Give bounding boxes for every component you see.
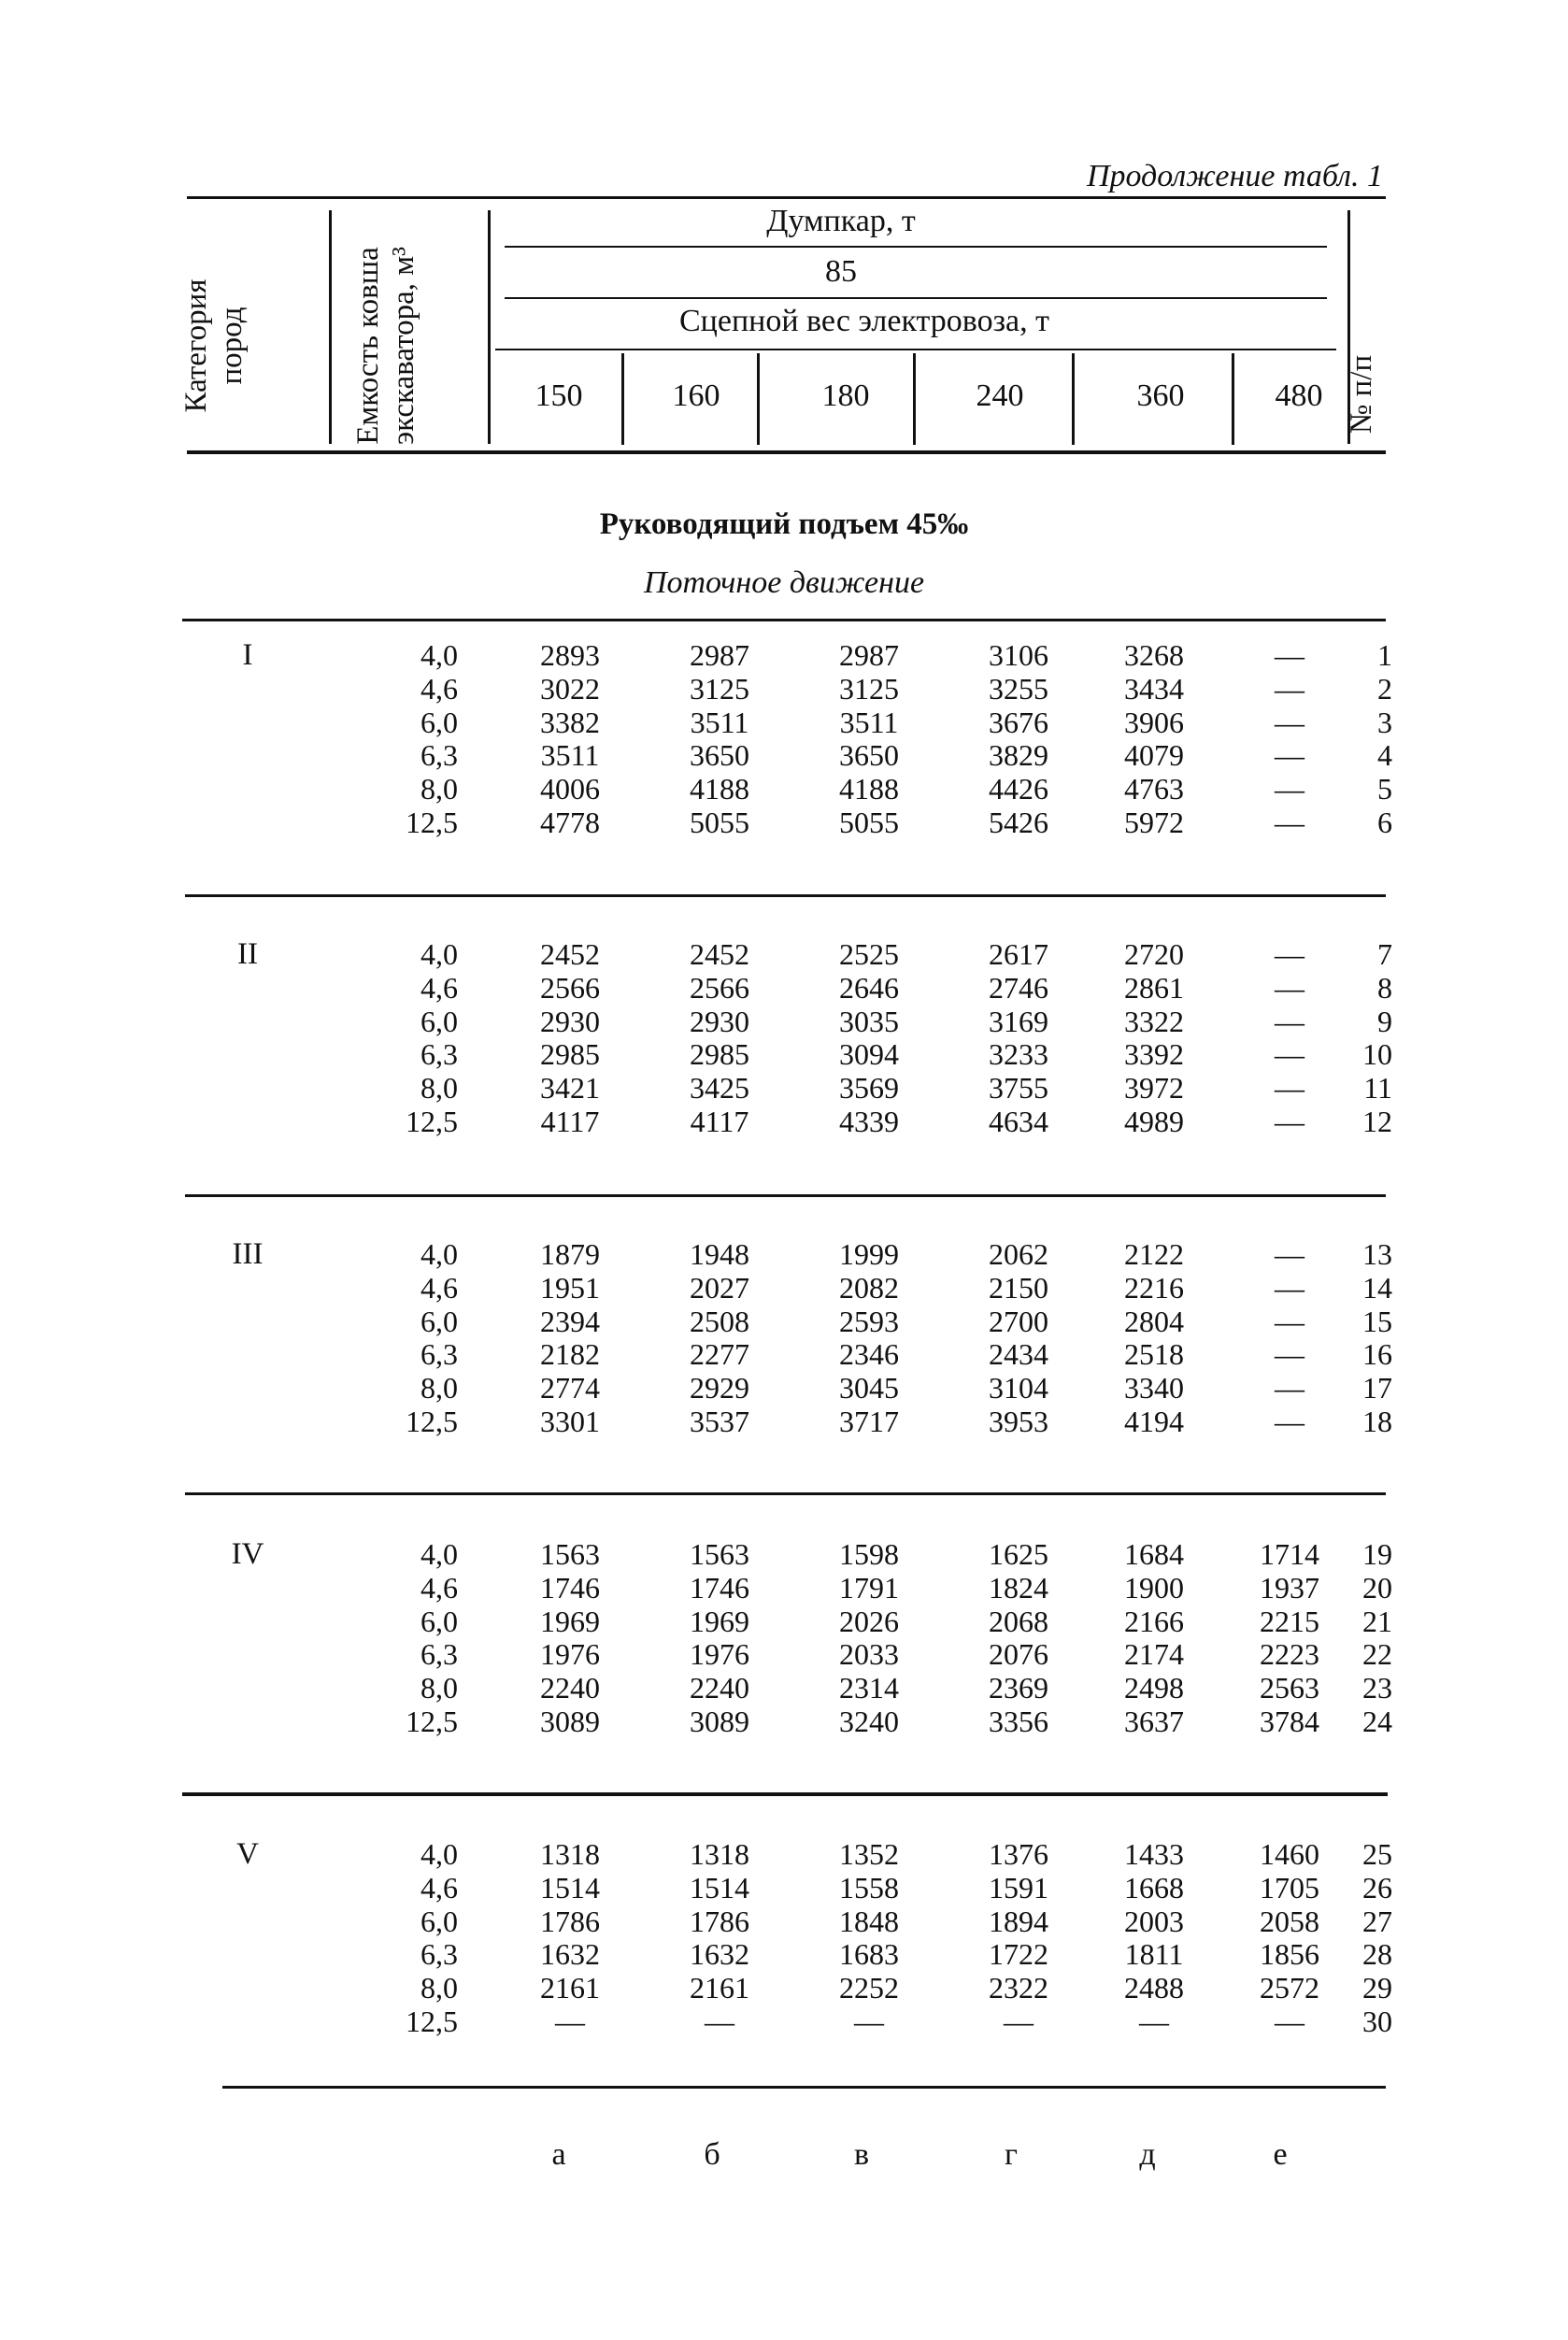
value-cell: 3511 (540, 738, 600, 773)
value-cell: 2861 (1124, 970, 1184, 1005)
value-cell: 4339 (839, 1105, 899, 1138)
value-cell: 2593 (839, 1304, 899, 1338)
section-rule (182, 619, 1386, 621)
value-cell: 1969 (690, 1604, 749, 1638)
value-cell: 3045 (839, 1371, 899, 1405)
group-rule-1 (185, 894, 1386, 897)
row-number-cell: 25 (1362, 1837, 1392, 1871)
value-cell: 1632 (690, 1937, 749, 1972)
value-cell: 2026 (839, 1604, 899, 1638)
value-cell: 4989 (1124, 1105, 1184, 1138)
value-cell: 2518 (1124, 1337, 1184, 1372)
value-cell: 1460 (1260, 1837, 1319, 1871)
value-cell: 3233 (989, 1037, 1048, 1072)
value-cell: 1786 (690, 1904, 749, 1938)
bucket-cell: 8,0 (421, 1671, 458, 1705)
footer-letter-d: д (1139, 2137, 1156, 2172)
value-cell: 2240 (690, 1671, 749, 1705)
row-number-cell: 4 (1377, 738, 1392, 773)
category-label: III (232, 1237, 264, 1271)
value-cell: 1824 (989, 1570, 1048, 1605)
bucket-cell: 6,3 (421, 1337, 458, 1372)
value-cell: 3255 (989, 671, 1048, 706)
value-cell: 2033 (839, 1637, 899, 1672)
value-cell: 3301 (540, 1405, 600, 1438)
value-cell: 1879 (540, 1237, 600, 1271)
value-cell: 2804 (1124, 1304, 1184, 1338)
value-cell: 1591 (989, 1870, 1048, 1905)
value-cell: — (1275, 970, 1304, 1005)
row-number-cell: 1 (1377, 638, 1392, 672)
value-cell: 4634 (989, 1105, 1048, 1138)
bucket-cell: 4,0 (421, 638, 458, 672)
value-cell: 1856 (1260, 1937, 1319, 1972)
value-cell: 1714 (1260, 1537, 1319, 1571)
row-number-cell: 5 (1377, 772, 1392, 806)
value-cell: 2929 (690, 1371, 749, 1405)
value-cell: 2746 (989, 970, 1048, 1005)
weight-sep-5 (1232, 353, 1234, 445)
section-subtitle: Поточное движение (643, 565, 925, 600)
value-cell: 1791 (839, 1570, 899, 1605)
row-number-cell: 23 (1362, 1671, 1392, 1705)
group-rule-2 (185, 1194, 1386, 1197)
value-cell: 2508 (690, 1304, 749, 1338)
value-cell: 1376 (989, 1837, 1048, 1871)
header-top-rule (187, 196, 1386, 199)
value-cell: 4117 (540, 1105, 600, 1138)
value-cell: — (1275, 1071, 1304, 1106)
bucket-cell: 8,0 (421, 1371, 458, 1405)
value-cell: 4778 (540, 806, 600, 839)
value-cell: 4194 (1124, 1405, 1184, 1438)
bucket-cell: 8,0 (421, 772, 458, 806)
row-number-cell: 9 (1377, 1004, 1392, 1038)
header-number: № п/п (1345, 354, 1378, 435)
header-weight-360: 360 (1136, 378, 1185, 413)
value-cell: 3906 (1124, 705, 1184, 739)
value-cell: 2720 (1124, 937, 1184, 971)
value-cell: 3089 (540, 1705, 600, 1738)
value-cell: 2166 (1124, 1604, 1184, 1638)
value-cell: 2027 (690, 1270, 749, 1305)
footer-letter-g: г (1005, 2137, 1018, 2172)
header-85-rule (505, 297, 1327, 299)
value-cell: 1318 (540, 1837, 600, 1871)
value-cell: 2563 (1260, 1671, 1319, 1705)
value-cell: 1684 (1124, 1537, 1184, 1571)
header-dumpcar: Думпкар, т (766, 204, 916, 238)
value-cell: — (1275, 806, 1304, 839)
value-cell: 5055 (839, 806, 899, 839)
value-cell: — (1275, 1105, 1304, 1138)
weight-sep-1 (621, 353, 624, 445)
row-number-cell: 16 (1362, 1337, 1392, 1372)
row-number-cell: 26 (1362, 1870, 1392, 1905)
value-cell: — (1275, 1037, 1304, 1072)
value-cell: 1900 (1124, 1570, 1184, 1605)
value-cell: 2003 (1124, 1904, 1184, 1938)
value-cell: 3094 (839, 1037, 899, 1072)
value-cell: 1668 (1124, 1870, 1184, 1905)
section-title: Руководящий подъем 45‰ (599, 507, 969, 541)
value-cell: 2525 (839, 937, 899, 971)
value-cell: 3022 (540, 671, 600, 706)
value-cell: 5426 (989, 806, 1048, 839)
value-cell: 1786 (540, 1904, 600, 1938)
row-number-cell: 15 (1362, 1304, 1392, 1338)
header-bucket: Емкость ковша экскаватора, м³ (351, 246, 421, 446)
value-cell: 3268 (1124, 638, 1184, 672)
value-cell: 1318 (690, 1837, 749, 1871)
value-cell: — (1275, 738, 1304, 773)
header-weight-240: 240 (976, 378, 1024, 413)
header-weight-180: 180 (821, 378, 870, 413)
value-cell: 3650 (839, 738, 899, 773)
bucket-cell: 4,6 (421, 1270, 458, 1305)
bucket-cell: 4,6 (421, 970, 458, 1005)
value-cell: 1514 (540, 1870, 600, 1905)
value-cell: 2174 (1124, 1637, 1184, 1672)
value-cell: 4763 (1124, 772, 1184, 806)
row-number-cell: 29 (1362, 1971, 1392, 2005)
value-cell: 2394 (540, 1304, 600, 1338)
value-cell: 1746 (690, 1570, 749, 1605)
value-cell: 1999 (839, 1237, 899, 1271)
category-label: V (236, 1837, 259, 1871)
header-category: Категория пород (179, 278, 249, 413)
value-cell: 2223 (1260, 1637, 1319, 1672)
value-cell: 2182 (540, 1337, 600, 1372)
header-vrule-1 (329, 210, 332, 444)
row-number-cell: 24 (1362, 1705, 1392, 1738)
value-cell: 1976 (690, 1637, 749, 1672)
group-rule-3 (185, 1492, 1386, 1495)
value-cell: 2987 (690, 638, 749, 672)
value-cell: 2216 (1124, 1270, 1184, 1305)
row-number-cell: 8 (1377, 970, 1392, 1005)
row-number-cell: 11 (1363, 1071, 1392, 1106)
value-cell: 3784 (1260, 1705, 1319, 1738)
value-cell: 2240 (540, 1671, 600, 1705)
row-number-cell: 28 (1362, 1937, 1392, 1972)
value-cell: 2062 (989, 1237, 1048, 1271)
header-weight: Сцепной вес электровоза, т (678, 304, 1049, 338)
row-number-cell: 21 (1362, 1604, 1392, 1638)
bucket-cell: 12,5 (406, 806, 458, 839)
value-cell: 2700 (989, 1304, 1048, 1338)
bucket-cell: 6,0 (421, 1304, 458, 1338)
value-cell: 3972 (1124, 1071, 1184, 1106)
bucket-cell: 4,0 (421, 1837, 458, 1871)
value-cell: 3089 (690, 1705, 749, 1738)
value-cell: 4079 (1124, 738, 1184, 773)
value-cell: — (1275, 1304, 1304, 1338)
header-weight-160: 160 (672, 378, 720, 413)
value-cell: 3240 (839, 1705, 899, 1738)
bucket-cell: 6,3 (421, 1037, 458, 1072)
value-cell: 1948 (690, 1237, 749, 1271)
value-cell: 2161 (690, 1971, 749, 2005)
bucket-cell: 8,0 (421, 1971, 458, 2005)
value-cell: 1722 (989, 1937, 1048, 1972)
value-cell: — (854, 2005, 884, 2038)
bucket-cell: 6,3 (421, 1637, 458, 1672)
value-cell: — (705, 2005, 734, 2038)
row-number-cell: 7 (1377, 937, 1392, 971)
value-cell: 2346 (839, 1337, 899, 1372)
value-cell: — (1275, 671, 1304, 706)
value-cell: 3953 (989, 1405, 1048, 1438)
value-cell: — (1275, 2005, 1304, 2038)
header-vrule-2 (488, 210, 491, 444)
value-cell: 3125 (839, 671, 899, 706)
value-cell: 4188 (839, 772, 899, 806)
value-cell: 2150 (989, 1270, 1048, 1305)
value-cell: 1894 (989, 1904, 1048, 1938)
bucket-cell: 4,6 (421, 671, 458, 706)
value-cell: 3322 (1124, 1004, 1184, 1038)
row-number-cell: 12 (1362, 1105, 1392, 1138)
value-cell: — (1275, 1237, 1304, 1271)
bucket-cell: 6,3 (421, 1937, 458, 1972)
value-cell: 3829 (989, 738, 1048, 773)
value-cell: — (1275, 937, 1304, 971)
bucket-cell: 6,0 (421, 1604, 458, 1638)
value-cell: 3511 (690, 705, 749, 739)
row-number-cell: 17 (1362, 1371, 1392, 1405)
value-cell: 2566 (540, 970, 600, 1005)
value-cell: 3637 (1124, 1705, 1184, 1738)
header-dumpcar-value: 85 (825, 254, 857, 289)
row-number-cell: 6 (1377, 806, 1392, 839)
value-cell: 4006 (540, 772, 600, 806)
weight-sep-3 (913, 353, 916, 445)
value-cell: 3035 (839, 1004, 899, 1038)
row-number-cell: 2 (1377, 671, 1392, 706)
weight-sep-2 (757, 353, 760, 445)
row-number-cell: 14 (1362, 1270, 1392, 1305)
row-number-cell: 22 (1362, 1637, 1392, 1672)
row-number-cell: 20 (1362, 1570, 1392, 1605)
value-cell: 1352 (839, 1837, 899, 1871)
value-cell: 1848 (839, 1904, 899, 1938)
value-cell: 3537 (690, 1405, 749, 1438)
value-cell: — (555, 2005, 585, 2038)
value-cell: 2369 (989, 1671, 1048, 1705)
value-cell: 2930 (540, 1004, 600, 1038)
bucket-cell: 12,5 (406, 1705, 458, 1738)
table-caption: Продолжение табл. 1 (1086, 159, 1383, 193)
footer-letter-a: а (551, 2137, 566, 2172)
value-cell: 2068 (989, 1604, 1048, 1638)
value-cell: — (1275, 1371, 1304, 1405)
value-cell: 1811 (1124, 1937, 1184, 1972)
row-number-cell: 30 (1362, 2005, 1392, 2038)
header-dumpcar-rule (505, 246, 1327, 248)
value-cell: 3104 (989, 1371, 1048, 1405)
footer-letter-e: е (1273, 2137, 1288, 2172)
value-cell: — (1139, 2005, 1169, 2038)
value-cell: 1433 (1124, 1837, 1184, 1871)
group-rule-4 (182, 1792, 1388, 1796)
footer-letter-b: б (704, 2137, 720, 2172)
value-cell: 1558 (839, 1870, 899, 1905)
value-cell: 4426 (989, 772, 1048, 806)
value-cell: — (1275, 772, 1304, 806)
header-weight-rule (495, 349, 1336, 350)
bucket-cell: 12,5 (406, 1105, 458, 1138)
value-cell: 3569 (839, 1071, 899, 1106)
value-cell: 1969 (540, 1604, 600, 1638)
value-cell: 2058 (1260, 1904, 1319, 1938)
value-cell: 3356 (989, 1705, 1048, 1738)
row-number-cell: 27 (1362, 1904, 1392, 1938)
category-label: I (242, 638, 253, 672)
value-cell: 1563 (540, 1537, 600, 1571)
value-cell: 5055 (690, 806, 749, 839)
group-rule-5 (222, 2086, 1386, 2089)
value-cell: 4188 (690, 772, 749, 806)
bucket-cell: 4,6 (421, 1870, 458, 1905)
value-cell: 3169 (989, 1004, 1048, 1038)
value-cell: 2322 (989, 1971, 1048, 2005)
bucket-cell: 4,0 (421, 1537, 458, 1571)
value-cell: 3392 (1124, 1037, 1184, 1072)
value-cell: 1625 (989, 1537, 1048, 1571)
value-cell: 1563 (690, 1537, 749, 1571)
row-number-cell: 18 (1362, 1405, 1392, 1438)
value-cell: 4117 (690, 1105, 749, 1138)
value-cell: 2987 (839, 638, 899, 672)
value-cell: 2893 (540, 638, 600, 672)
bucket-cell: 12,5 (406, 1405, 458, 1438)
value-cell: 1632 (540, 1937, 600, 1972)
value-cell: 3340 (1124, 1371, 1184, 1405)
value-cell: 2452 (540, 937, 600, 971)
bucket-cell: 6,0 (421, 1904, 458, 1938)
weight-sep-4 (1072, 353, 1075, 445)
value-cell: 3106 (989, 638, 1048, 672)
category-label: II (237, 937, 258, 971)
bucket-cell: 6,0 (421, 1004, 458, 1038)
value-cell: 3755 (989, 1071, 1048, 1106)
value-cell: 3434 (1124, 671, 1184, 706)
value-cell: 2122 (1124, 1237, 1184, 1271)
row-number-cell: 10 (1362, 1037, 1392, 1072)
value-cell: — (1275, 1270, 1304, 1305)
value-cell: 2277 (690, 1337, 749, 1372)
value-cell: 3676 (989, 705, 1048, 739)
value-cell: 2161 (540, 1971, 600, 2005)
value-cell: 2498 (1124, 1671, 1184, 1705)
value-cell: 2646 (839, 970, 899, 1005)
value-cell: 5972 (1124, 806, 1184, 839)
value-cell: 1951 (540, 1270, 600, 1305)
value-cell: 3382 (540, 705, 600, 739)
value-cell: 2434 (989, 1337, 1048, 1372)
category-label: IV (231, 1537, 264, 1571)
value-cell: 3511 (839, 705, 899, 739)
value-cell: 2930 (690, 1004, 749, 1038)
bucket-cell: 6,3 (421, 738, 458, 773)
row-number-cell: 3 (1377, 705, 1392, 739)
value-cell: — (1275, 1337, 1304, 1372)
value-cell: 2215 (1260, 1604, 1319, 1638)
value-cell: 3717 (839, 1405, 899, 1438)
value-cell: — (1004, 2005, 1033, 2038)
value-cell: 2314 (839, 1671, 899, 1705)
bucket-cell: 4,0 (421, 1237, 458, 1271)
value-cell: 1683 (839, 1937, 899, 1972)
value-cell: 2774 (540, 1371, 600, 1405)
value-cell: 2488 (1124, 1971, 1184, 2005)
value-cell: 2566 (690, 970, 749, 1005)
value-cell: 2985 (690, 1037, 749, 1072)
value-cell: — (1275, 705, 1304, 739)
footer-letter-v: в (853, 2137, 870, 2172)
value-cell: 2076 (989, 1637, 1048, 1672)
value-cell: 3650 (690, 738, 749, 773)
value-cell: 1598 (839, 1537, 899, 1571)
value-cell: 2082 (839, 1270, 899, 1305)
value-cell: 1937 (1260, 1570, 1319, 1605)
value-cell: 2572 (1260, 1971, 1319, 2005)
header-weight-480: 480 (1275, 378, 1323, 413)
bucket-cell: 4,0 (421, 937, 458, 971)
bucket-cell: 4,6 (421, 1570, 458, 1605)
value-cell: 3125 (690, 671, 749, 706)
value-cell: 2985 (540, 1037, 600, 1072)
value-cell: — (1275, 638, 1304, 672)
value-cell: 1746 (540, 1570, 600, 1605)
bucket-cell: 12,5 (406, 2005, 458, 2038)
value-cell: 1976 (540, 1637, 600, 1672)
value-cell: 3421 (540, 1071, 600, 1106)
row-number-cell: 13 (1362, 1237, 1392, 1271)
bucket-cell: 6,0 (421, 705, 458, 739)
value-cell: — (1275, 1004, 1304, 1038)
header-weight-150: 150 (535, 378, 583, 413)
bucket-cell: 8,0 (421, 1071, 458, 1106)
value-cell: 2252 (839, 1971, 899, 2005)
value-cell: 2452 (690, 937, 749, 971)
value-cell: 1705 (1260, 1870, 1319, 1905)
value-cell: 1514 (690, 1870, 749, 1905)
value-cell: — (1275, 1405, 1304, 1438)
value-cell: 2617 (989, 937, 1048, 971)
row-number-cell: 19 (1362, 1537, 1392, 1571)
value-cell: 3425 (690, 1071, 749, 1106)
